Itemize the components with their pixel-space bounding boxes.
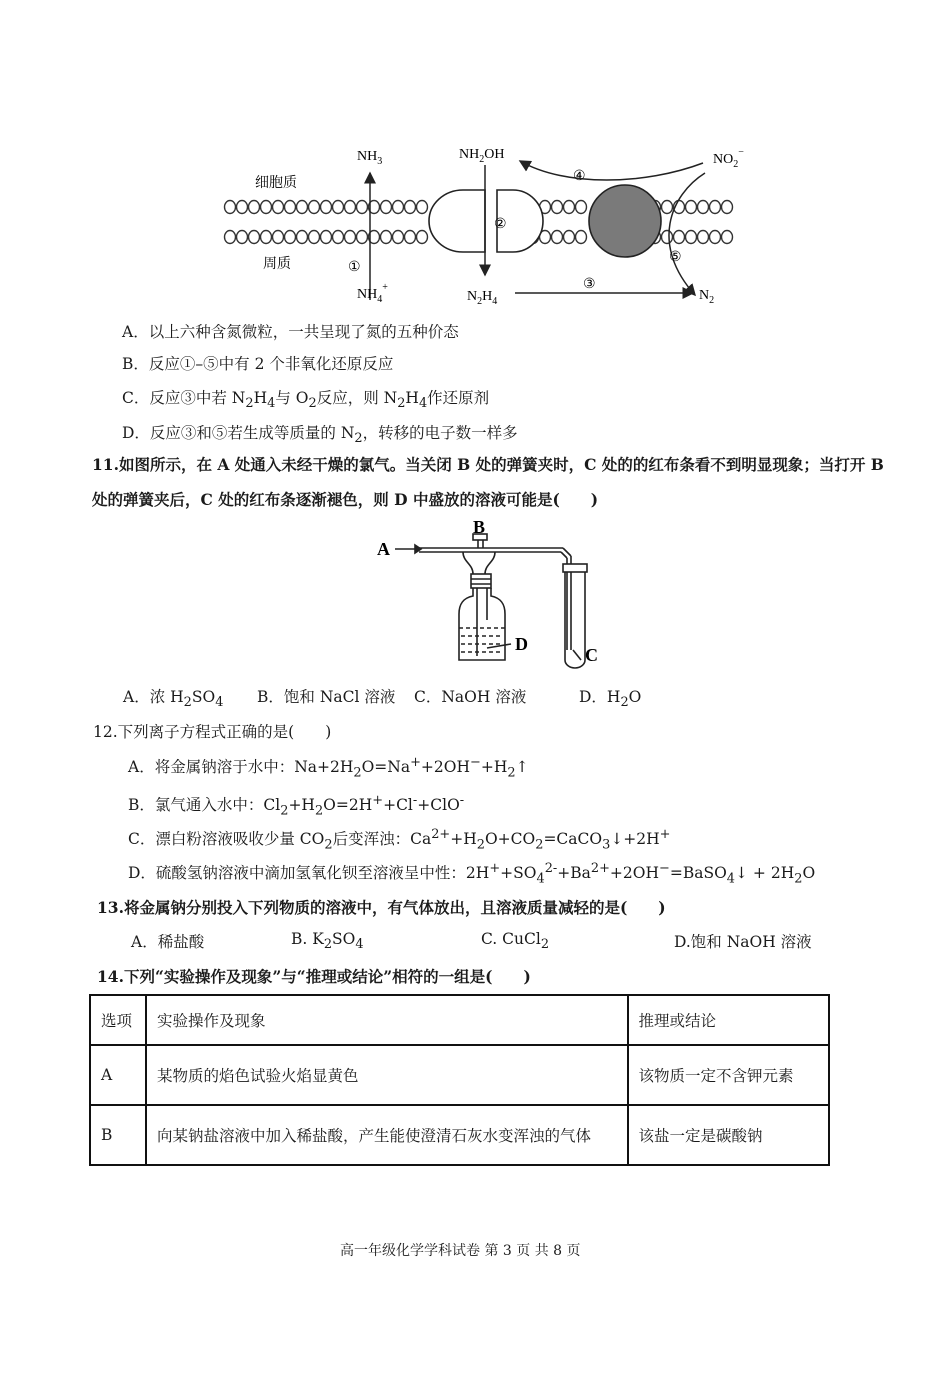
membrane-bead <box>662 231 673 244</box>
membrane-bead <box>405 231 416 244</box>
apparatus-label-a: A <box>377 539 390 559</box>
membrane-bead <box>261 231 272 244</box>
membrane-bead <box>662 201 673 214</box>
membrane-bead <box>417 231 428 244</box>
n2h4-label: $N_2H_4$ <box>467 289 498 307</box>
membrane-bead <box>686 201 697 214</box>
q11-option-d: D．$H_2O$ <box>579 688 642 711</box>
membrane-bead <box>357 231 368 244</box>
apparatus-label-c: C <box>585 645 598 665</box>
n2-label: $N_2$ <box>699 288 715 306</box>
chlorine-apparatus-figure <box>375 520 615 675</box>
membrane-bead <box>393 201 404 214</box>
table-header-row <box>90 995 829 1045</box>
q11-option-a: A．浓 $H_2SO_4$ <box>123 688 224 711</box>
membrane-bead <box>333 201 344 214</box>
nitrogen-cycle-membrane-figure <box>215 135 755 310</box>
row-b-option: B <box>90 1105 146 1165</box>
membrane-bead <box>249 231 260 244</box>
nh3-label: $NH_3$ <box>357 149 383 167</box>
membrane-bead <box>273 231 284 244</box>
membrane-bead <box>321 231 332 244</box>
membrane-bead <box>345 201 356 214</box>
q11-stem-line2: 处的弹簧夹后，C 处的红布条逐渐褪色，则 D 中盛放的溶液可能是( ) <box>92 490 599 509</box>
reaction-5-mark: ⑤ <box>669 250 682 265</box>
membrane-bead <box>309 231 320 244</box>
header-option: 选项 <box>90 995 146 1045</box>
membrane-bead <box>237 231 248 244</box>
no2-label: $NO_2^-$ <box>713 147 744 170</box>
membrane-bead <box>698 231 709 244</box>
transport-protein <box>429 190 543 252</box>
q14-stem: 14.下列“实验操作及现象”与“推理或结论”相符的一组是( ) <box>97 967 531 986</box>
membrane-bead <box>552 231 563 244</box>
membrane-bead <box>381 201 392 214</box>
membrane-bead <box>722 231 733 244</box>
membrane-bead <box>722 201 733 214</box>
membrane-bead <box>576 231 587 244</box>
q12-option-d: D．硫酸氢钠溶液中滴加氢氧化钡至溶液呈中性：$2H^++SO_4^{2-}+Ba^{2+}+2OH^-=BaSO_4↓ + 2H_2O$ <box>128 861 816 887</box>
membrane-bead <box>710 201 721 214</box>
q13-option-b: B. $K_2SO_4$ <box>291 930 364 953</box>
membrane-bead <box>285 231 296 244</box>
row-a-conclusion: 该物质一定不含钾元素 <box>628 1045 829 1105</box>
membrane-bead <box>309 201 320 214</box>
membrane-bead <box>273 201 284 214</box>
row-b-operation: 向某钠盐溶液中加入稀盐酸，产生能使澄清石灰水变浑浊的气体 <box>146 1105 628 1165</box>
header-operation: 实验操作及现象 <box>146 995 628 1045</box>
q11-option-b: B．饱和 NaCl 溶液 <box>257 688 396 706</box>
q13-option-a: A．稀盐酸 <box>131 933 205 951</box>
membrane-bead <box>225 231 236 244</box>
membrane-bead <box>321 201 332 214</box>
membrane-bead <box>393 231 404 244</box>
header-conclusion: 推理或结论 <box>628 995 829 1045</box>
membrane-bead <box>285 201 296 214</box>
membrane-bead <box>564 231 575 244</box>
page-footer: 高一年级化学学科试卷 第 3 页 共 8 页 <box>340 1243 581 1259</box>
membrane-bead <box>552 201 563 214</box>
row-a-operation: 某物质的焰色试验火焰显黄色 <box>146 1045 628 1105</box>
membrane-bead <box>297 201 308 214</box>
membrane-bead <box>564 201 575 214</box>
membrane-bead <box>686 231 697 244</box>
q13-option-c: C. CuCl$_2$ <box>481 930 550 953</box>
q13-option-d: D.饱和 NaOH 溶液 <box>674 933 812 951</box>
reaction-3-mark: ③ <box>583 277 596 292</box>
q12-option-b: B．氯气通入水中：$Cl_2+H_2O=2H^++Cl^-+ClO^-$ <box>128 793 465 819</box>
periplasm-label: 周质 <box>263 257 291 272</box>
membrane-bead <box>381 231 392 244</box>
q12-stem: 12.下列离子方程式正确的是( ) <box>93 723 332 741</box>
nh2oh-label: $NH_2OH$ <box>459 147 505 165</box>
membrane-bead <box>417 201 428 214</box>
enzyme-complex <box>589 185 661 257</box>
q13-stem: 13.将金属钠分别投入下列物质的溶液中，有气体放出，且溶液质量减轻的是( ) <box>97 898 666 917</box>
membrane-bead <box>710 231 721 244</box>
row-a-option: A <box>90 1045 146 1105</box>
q12-option-c: C．漂白粉溶液吸收少量 $CO_2$后变浑浊：$Ca^{2+}+H_2O+CO_2=CaCO_3↓+2H^+$ <box>128 827 671 853</box>
membrane-bead <box>674 231 685 244</box>
q10-option-b: B．反应①–⑤中有 2 个非氧化还原反应 <box>122 355 394 373</box>
reaction-4-mark: ④ <box>573 169 586 184</box>
reaction-1-mark: ① <box>348 260 361 275</box>
apparatus-label-b: B <box>473 520 486 537</box>
reaction-2-mark: ② <box>494 217 507 232</box>
membrane-bead <box>237 201 248 214</box>
membrane-bead <box>261 201 272 214</box>
nh4-label: $NH_4^+$ <box>357 282 388 305</box>
membrane-bead <box>345 231 356 244</box>
cytoplasm-label: 细胞质 <box>255 176 297 191</box>
membrane-bead <box>357 201 368 214</box>
q14-experiment-table <box>89 994 830 1166</box>
membrane-bead <box>576 201 587 214</box>
q11-stem-line1: 11.如图所示，在 A 处通入未经干燥的氯气。当关闭 B 处的弹簧夹时，C 处的的红布条看不到明显现象；当打开 B <box>92 455 884 474</box>
membrane-bead <box>225 201 236 214</box>
membrane-bead <box>333 231 344 244</box>
q12-option-a: A．将金属钠溶于水中：$Na+2H_2O=Na^++2OH^-+H_2↑$ <box>128 755 529 781</box>
membrane-bead <box>405 201 416 214</box>
q10-option-c: C．反应③中若 $N_2H_4$与 $O_2$反应，则 $N_2H_4$作还原剂 <box>122 389 490 412</box>
table-row <box>90 1045 829 1105</box>
row-b-conclusion: 该盐一定是碳酸钠 <box>628 1105 829 1165</box>
membrane-bead <box>698 201 709 214</box>
membrane-bead <box>297 231 308 244</box>
table-row <box>90 1105 829 1165</box>
q10-option-d: D．反应③和⑤若生成等质量的 $N_2$，转移的电子数一样多 <box>122 424 518 447</box>
apparatus-label-d: D <box>515 634 528 654</box>
membrane-bead <box>249 201 260 214</box>
q11-option-c: C．NaOH 溶液 <box>414 688 527 706</box>
q10-option-a: A．以上六种含氮微粒，一共呈现了氮的五种价态 <box>122 323 459 341</box>
